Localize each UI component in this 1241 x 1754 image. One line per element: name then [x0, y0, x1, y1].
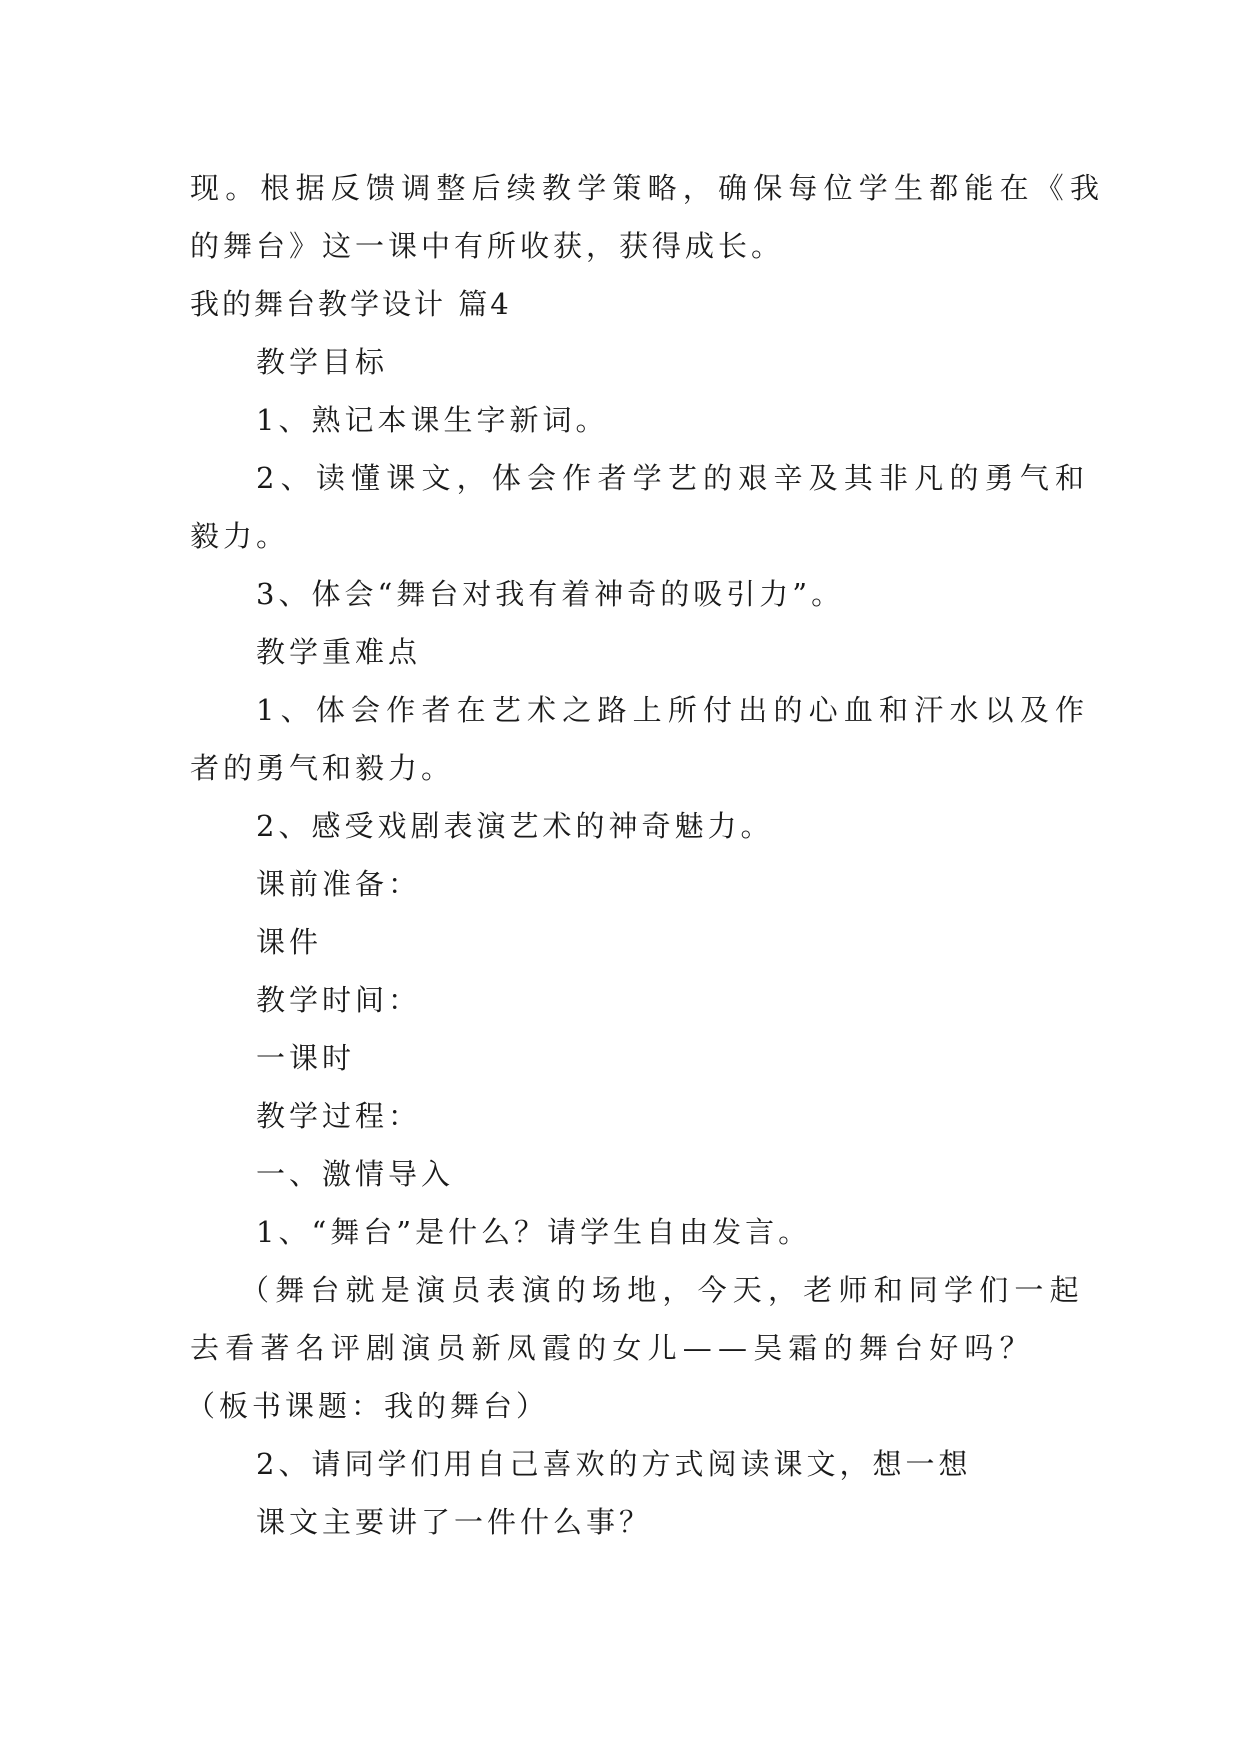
- heading-line: 一、激情导入: [256, 1157, 455, 1191]
- heading-line: 课前准备：: [256, 867, 422, 901]
- text-line: 毅力。: [190, 519, 290, 553]
- text-line: （舞台就是演员表演的场地，今天，老师和同学们一起: [240, 1273, 1085, 1307]
- heading-line: 教学过程：: [256, 1099, 422, 1133]
- text-line: 1、体会作者在艺术之路上所付出的心血和汗水以及作: [256, 693, 1091, 727]
- text-line: 3、体会“舞台对我有着神奇的吸引力”。: [256, 577, 845, 611]
- text-line: 2、读懂课文，体会作者学艺的艰辛及其非凡的勇气和: [256, 461, 1091, 495]
- text-line: 课文主要讲了一件什么事？: [256, 1505, 653, 1539]
- text-line: 的舞台》这一课中有所收获，获得成长。: [190, 229, 785, 263]
- section-title: 我的舞台教学设计 篇4: [190, 287, 512, 321]
- text-line: （板书课题：我的舞台）: [186, 1389, 550, 1423]
- text-line: 现。根据反馈调整后续教学策略，确保每位学生都能在《我: [190, 171, 1106, 205]
- text-line: 一课时: [256, 1041, 356, 1075]
- text-line: 1、熟记本课生字新词。: [256, 403, 609, 437]
- text-line: 1、“舞台”是什么？请学生自由发言。: [256, 1215, 812, 1249]
- text-line: 去看著名评剧演员新凤霞的女儿——吴霜的舞台好吗？: [190, 1331, 1035, 1365]
- text-line: 课件: [256, 925, 323, 959]
- text-line: 者的勇气和毅力。: [190, 751, 455, 785]
- heading-line: 教学目标: [256, 345, 389, 379]
- heading-line: 教学重难点: [256, 635, 422, 669]
- heading-line: 教学时间：: [256, 983, 422, 1017]
- text-line: 2、请同学们用自己喜欢的方式阅读课文，想一想: [256, 1447, 972, 1481]
- text-line: 2、感受戏剧表演艺术的神奇魅力。: [256, 809, 774, 843]
